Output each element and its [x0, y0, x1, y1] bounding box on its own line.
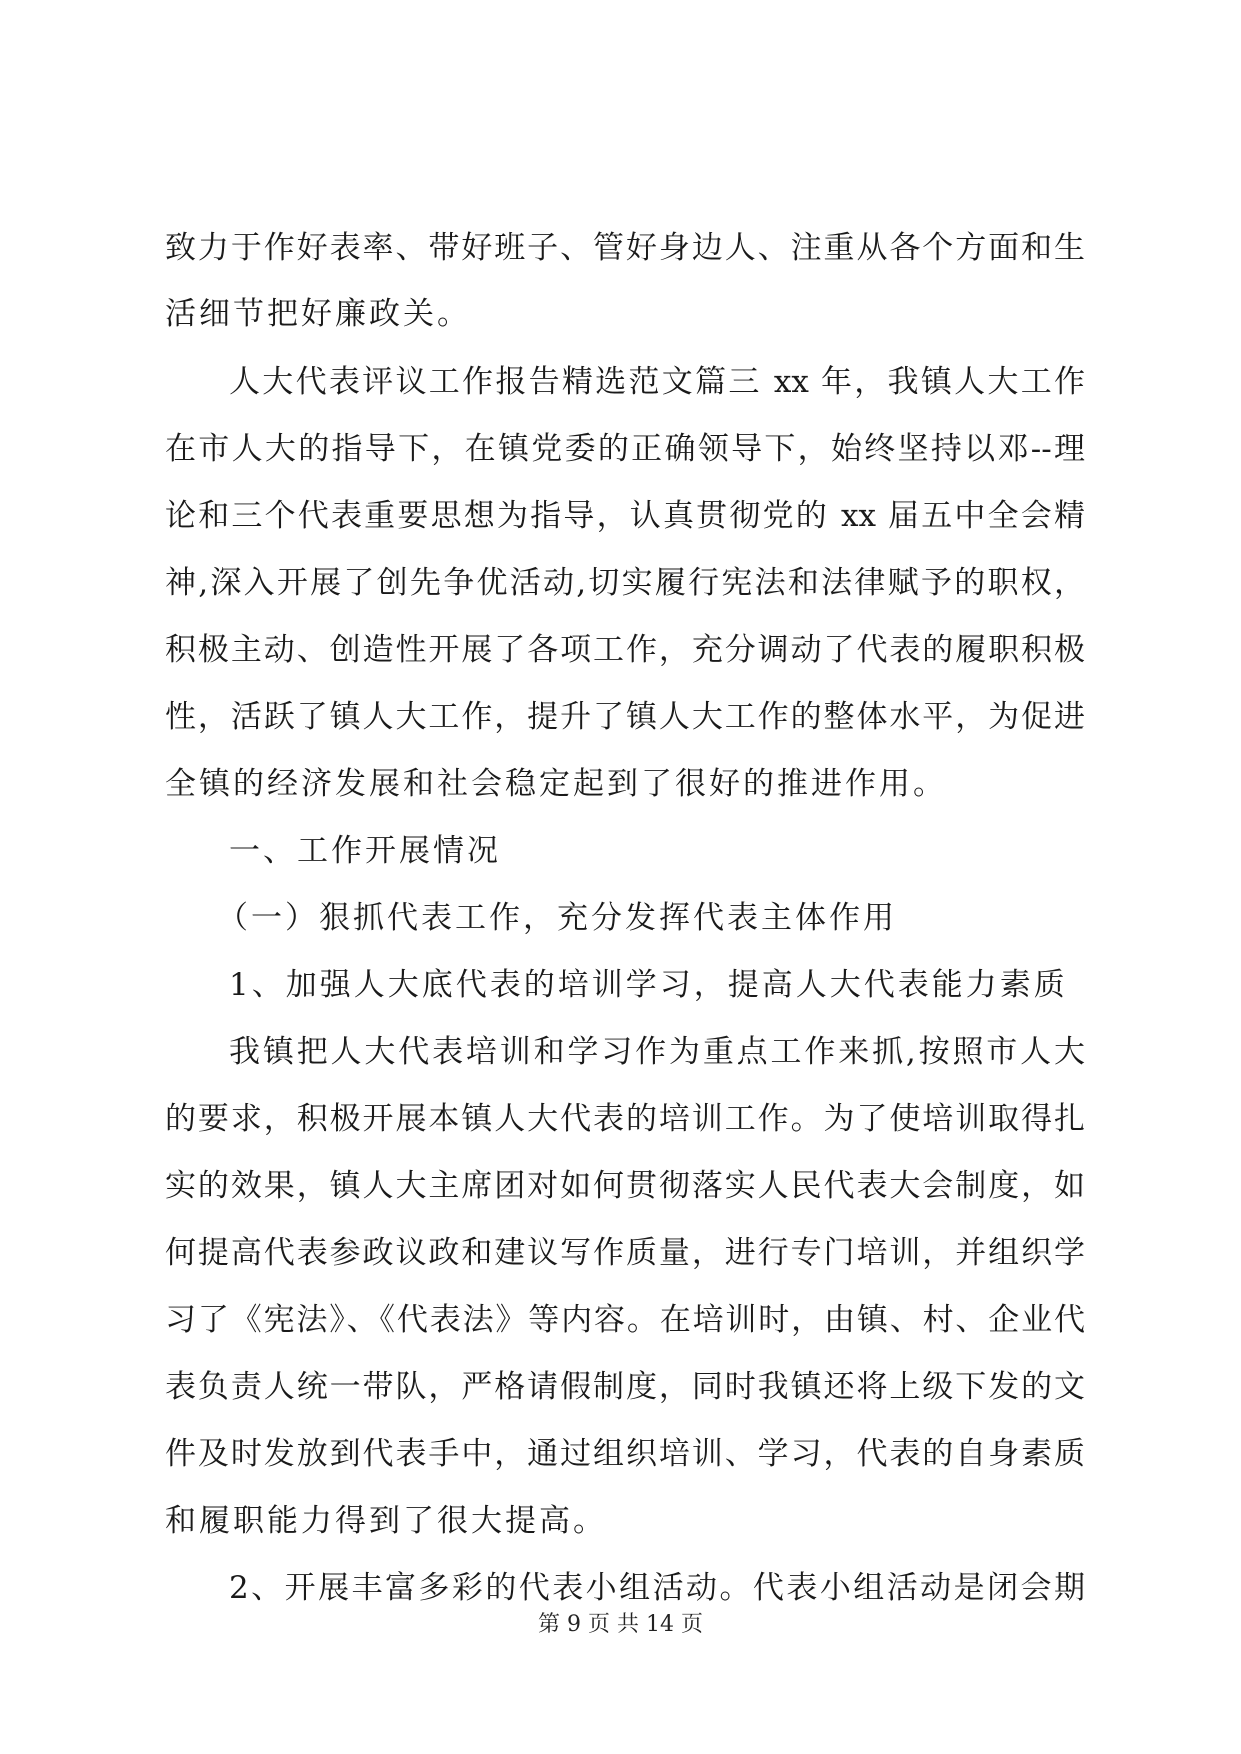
- section-heading: 一、工作开展情况: [229, 833, 501, 869]
- paragraph-start: 人大代表评议工作报告精选范文篇三 xx 年，我镇人大工作: [229, 364, 1085, 400]
- text-line: 何提高代表参政议政和建议写作质量，进行专门培训，并组织学: [165, 1235, 1085, 1271]
- text-line: 的要求，积极开展本镇人大代表的培训工作。为了使培训取得扎: [165, 1101, 1085, 1137]
- text-line: 活细节把好廉政关。: [165, 296, 471, 332]
- text-line: 件及时发放到代表手中，通过组织培训、学习，代表的自身素质: [165, 1436, 1085, 1472]
- subsection-heading: （一）狠抓代表工作，充分发挥代表主体作用: [217, 900, 897, 936]
- paragraph-start: 我镇把人大代表培训和学习作为重点工作来抓,按照市人大: [229, 1034, 1085, 1070]
- paragraph-start: 2、开展丰富多彩的代表小组活动。代表小组活动是闭会期: [229, 1570, 1085, 1606]
- page-number: 第 9 页 共 14 页: [538, 1612, 703, 1637]
- text-line: 全镇的经济发展和社会稳定起到了很好的推进作用。: [165, 766, 947, 802]
- text-line: 致力于作好表率、带好班子、管好身边人、注重从各个方面和生: [165, 230, 1085, 266]
- text-line: 实的效果，镇人大主席团对如何贯彻落实人民代表大会制度，如: [165, 1168, 1085, 1204]
- text-line: 表负责人统一带队，严格请假制度，同时我镇还将上级下发的文: [165, 1369, 1085, 1405]
- item-heading: 1、加强人大底代表的培训学习，提高人大代表能力素质: [229, 967, 1068, 1003]
- text-line: 积极主动、创造性开展了各项工作，充分调动了代表的履职积极: [165, 632, 1085, 668]
- text-line: 习了《宪法》、《代表法》等内容。在培训时，由镇、村、企业代: [165, 1302, 1085, 1338]
- text-line: 性，活跃了镇人大工作，提升了镇人大工作的整体水平，为促进: [165, 699, 1085, 735]
- text-line: 在市人大的指导下，在镇党委的正确领导下，始终坚持以邓--理: [165, 431, 1085, 467]
- text-line: 神,深入开展了创先争优活动,切实履行宪法和法律赋予的职权，: [165, 565, 1085, 601]
- text-line: 和履职能力得到了很大提高。: [165, 1503, 607, 1539]
- text-line: 论和三个代表重要思想为指导，认真贯彻党的 xx 届五中全会精: [165, 498, 1085, 534]
